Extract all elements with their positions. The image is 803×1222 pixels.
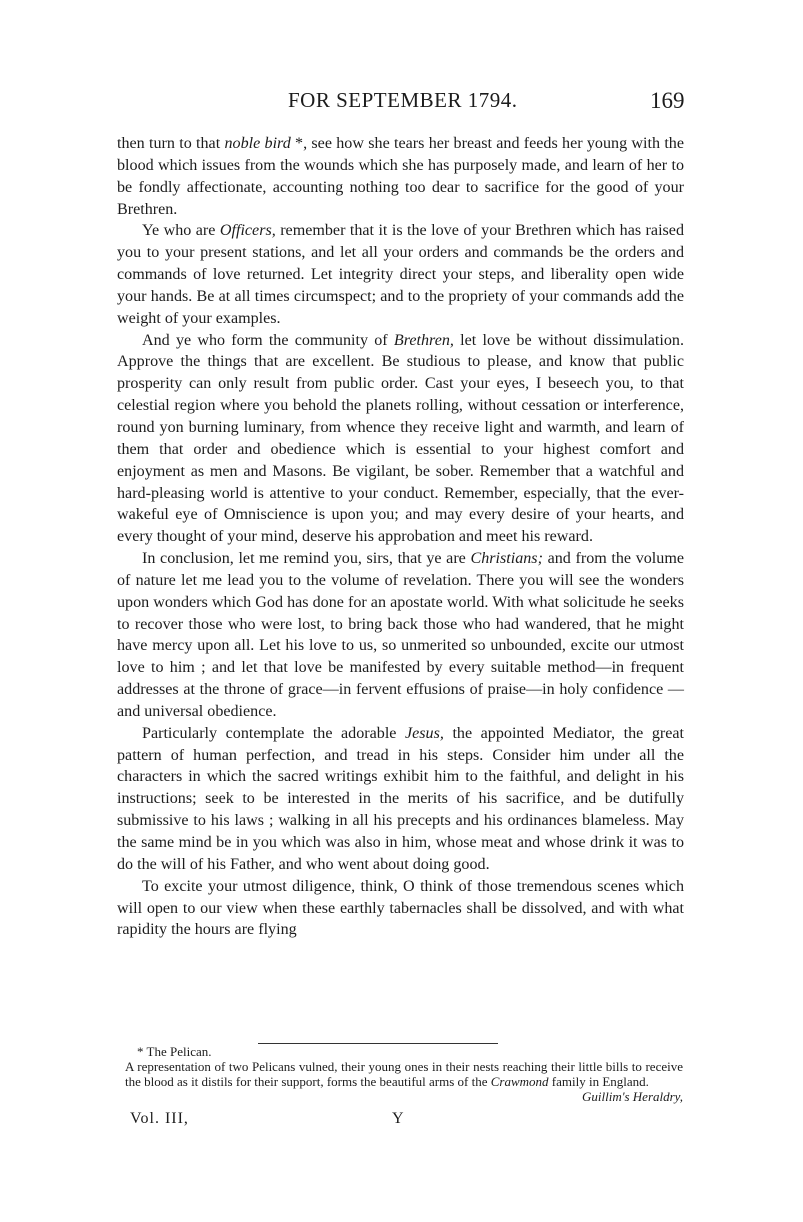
italic-phrase: Brethren, (393, 331, 454, 349)
text-run: then turn to that (117, 135, 225, 152)
text-run: To excite your utmost diligence, think, O think of those tremendous scenes which will open to our view when these earthly tabernacles shall be dissolved, and with what rapidity the hours are flying (117, 877, 684, 939)
italic-phrase: noble bird (224, 135, 291, 152)
footnotes (125, 1044, 683, 1104)
paragraph (117, 220, 684, 329)
text-run: In conclusion, let me remind you, sirs, that ye are (142, 550, 471, 568)
text-run: *, see how she tears her breast and feeds her young with the blood which issues from the wounds which she has purposely made, and learn of her to be fondly affectionate, accounting nothing too dear to sacrifice for the good of your Brethren. (117, 135, 684, 218)
volume-label: Vol. III, (130, 1110, 189, 1127)
paragraph (117, 876, 684, 942)
italic-phrase: Christians; (470, 550, 543, 568)
text-run: Particularly contemplate the adorable (142, 724, 405, 742)
signature-mark: Y (392, 1110, 404, 1127)
paragraph (117, 723, 684, 876)
text-run: remember that it is the love of your Brethren which has raised you to your present stations, and let all your orders and commands be the orders and commands of love returned. Let integrity direct your steps, and liberality open wide your hands. Be at all times circumspect; and to the propriety of your commands add the weight of your examples. (117, 222, 684, 327)
paragraph (117, 548, 684, 723)
footnote-source: Guillim's Heraldry, (581, 1089, 683, 1104)
body-text (117, 133, 684, 941)
footnote-text-start: A representation of two Pelicans vulned, their young ones in their nests reaching their little bills to receive the blood as it distils for their support, forms the beautiful arms of the (125, 1059, 683, 1089)
paragraph (117, 330, 684, 548)
footnote-text (125, 1059, 683, 1104)
italic-phrase: Officers, (219, 222, 276, 240)
paragraph (117, 133, 684, 220)
text-run: Ye who are (142, 222, 220, 240)
text-run: let love be without dissimulation. Approve the things that are excellent. Be studious to please, and know that public prosperity can only result from public order. Cast your eyes, I beseech you, to that celestial region where you behold the planets rolling, without cessation or interference, round yon burning luminary, from whence they receive light and warmth, and learn of them that order and obedience which is essential to your highest comfort and enjoyment as men and Masons. Be vigilant, be sober. Remember that a watchful and hard-pleasing world is attentive to your conduct. Remember, especially, that the ever-wakeful eye of Omniscience is upon you; and may every desire of your hearts, and every thought of your mind, deserve his approbation and meet his reward. (117, 331, 684, 546)
running-head: FOR SEPTEMBER 1794. (288, 88, 518, 112)
text-run: And ye who form the community of (142, 331, 394, 349)
page-number: 169 (650, 88, 685, 113)
footnote-text-end: family in England. (548, 1074, 649, 1089)
text-run: the appointed Mediator, the great pattern of human perfection, and tread in his steps. Consider him under all the characters in which the sacred writings exhibit him to the faithful, and delight in his instructions; seek to be interested in the merits of his sacrifice, and be dutifully submissive to his laws ; walking in all his precepts and his ordinances blameless. May the same mind be in you which was also in him, whose meat and whose drink it was to do the will of his Father, and who went about doing good. (117, 724, 684, 873)
footnote-family-name: Crawmond (490, 1074, 549, 1089)
text-run: and from the volume of nature let me lead you to the volume of revelation. There you will see the wonders upon wonders which God has done for an apostate world. With what solicitude he seeks to recover those who were lost, to bring back those who had wandered, that he might have mercy upon all. Let his love to us, so unmerited so unbounded, excite our utmost love to him ; and let that love be manifested by every suitable method—in frequent addresses at the throne of grace—in fervent effusions of praise—in holy confidence —and universal obedience. (117, 550, 684, 720)
page-header (0, 88, 803, 128)
italic-phrase: Jesus, (405, 724, 444, 742)
footnote-marker-note: * The Pelican. (137, 1044, 212, 1059)
